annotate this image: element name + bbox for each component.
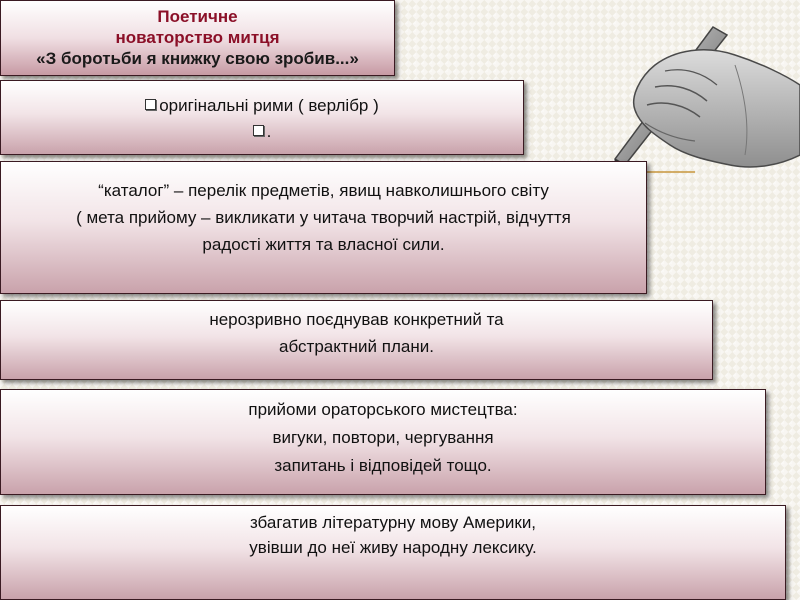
block-rhymes-text-1: оригінальні рими ( верлібр ) <box>159 96 379 115</box>
block-oratory-line-3: запитань і відповідей тощо. <box>274 456 492 475</box>
title-line-2: новаторство митця <box>115 28 280 47</box>
block-oratory-line-1: прийоми ораторського мистецтва: <box>248 400 518 419</box>
title-line-1: Поетичне <box>157 7 238 26</box>
block-rhymes <box>0 80 524 155</box>
block-catalog-line-2: ( мета прийому – викликати у читача творчий настрій, відчуття <box>76 208 571 227</box>
block-language-line-1: збагатив літературну мову Америки, <box>249 513 537 532</box>
block-catalog-line-1: “каталог” – перелік предметів, явищ навколишнього світу <box>98 181 549 200</box>
slide-title-box <box>0 0 395 76</box>
square-bullet-icon <box>253 125 264 136</box>
block-concrete-line-1: нерозривно поєднував конкретний та <box>209 310 504 329</box>
block-rhymes-line-1 <box>1 93 523 119</box>
block-language <box>0 505 786 600</box>
block-rhymes-line-2 <box>1 119 523 145</box>
block-rhymes-text-2: . <box>266 122 272 141</box>
hand-writing-pen-illustration <box>585 5 800 175</box>
block-catalog-line-3: радості життя та власної сили. <box>202 235 445 254</box>
block-concrete-abstract <box>0 300 713 380</box>
square-bullet-icon <box>145 99 156 110</box>
block-catalog <box>0 161 647 294</box>
block-oratory-line-2: вигуки, повтори, чергування <box>272 428 494 447</box>
block-language-line-2: увівши до неї живу народну лексику. <box>249 538 537 557</box>
title-epigraph: «З боротьби я книжку свою зробив...» <box>36 49 359 68</box>
block-oratory <box>0 389 766 495</box>
block-concrete-line-2: абстрактний плани. <box>279 337 434 356</box>
